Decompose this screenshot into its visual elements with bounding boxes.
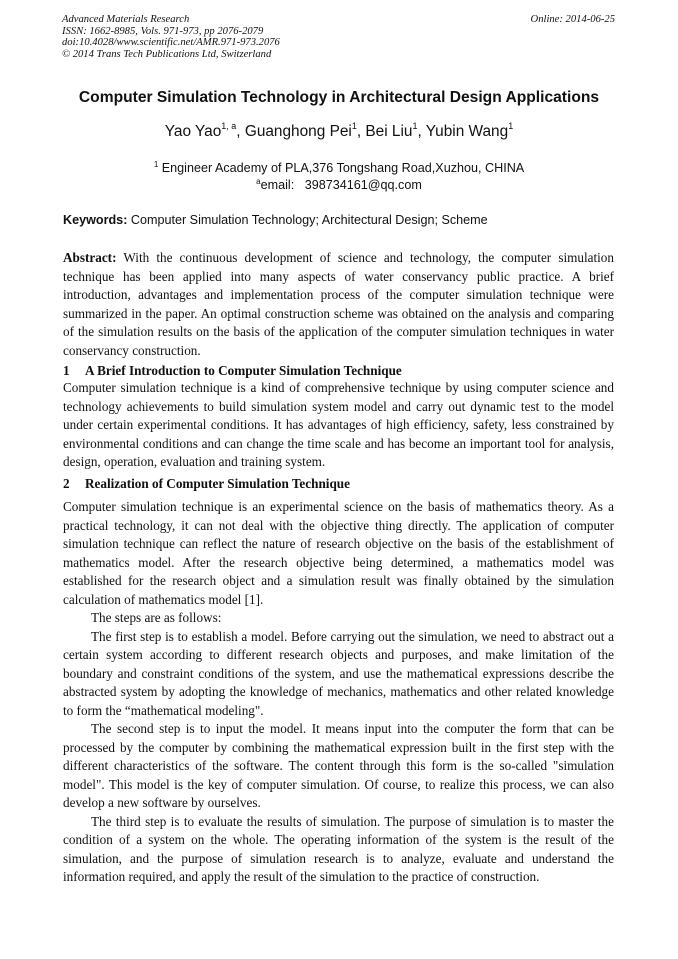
paragraph: The steps are as follows: [91, 610, 222, 625]
abstract-label: Abstract: [63, 250, 117, 265]
keywords-text: Computer Simulation Technology; Architectural Design; Scheme [130, 213, 488, 227]
email-address[interactable]: 398734161@qq.com [304, 178, 422, 192]
section-2-body [63, 498, 614, 887]
author-sup: 1 [508, 121, 514, 131]
author-sup: 1 [412, 121, 418, 131]
paragraph: The first step is to establish a model. Before carrying out the simulation, we need to abstract out a certain system according to different research objects and purposes, and make limitation of the boundary and constraint conditions of the system, and use the mathematical expressions describe the abstracted system by adopting the knowledge of mechanics, mathematics and other related knowledge to form the “mathematical modeling". [63, 628, 614, 718]
author-name: Yao Yao [164, 123, 222, 140]
email-sup: a [256, 177, 261, 186]
affiliation-text: Engineer Academy of PLA,376 Tongshang Road,Xuzhou, CHINA [161, 161, 525, 175]
author-sup: 1 [351, 121, 357, 131]
author-name: Yubin Wang [425, 123, 509, 140]
section-title: A Brief Introduction to Computer Simulation Technique [85, 363, 402, 378]
email-label: email: [260, 178, 295, 192]
section-heading-1 [63, 363, 402, 379]
paragraph: Computer simulation technique is a kind of comprehensive technique by using computer science and technology achievements to build simulation system model and carry out dynamic test to the model under certain experimental conditions. It has advantages of high efficiency, safety, less constrained by environmental conditions and can change the time scale and has become an important tool for analysis, design, operation, evaluation and training system. [63, 380, 614, 469]
author-name: Guanghong Pei [244, 123, 352, 140]
author-sup: 1, a [221, 121, 237, 131]
keywords-label: Keywords: [63, 213, 128, 227]
section-title: Realization of Computer Simulation Technique [85, 476, 350, 491]
affiliation-sup: 1 [153, 160, 159, 169]
abstract-text: With the continuous development of science and technology, the computer simulation technique has been applied into many aspects of water conservancy public practice. A brief introduction, advantages and implementation process of the computer simulation technique were summarized in the paper. An optimal construction scheme was obtained on the analysis and comparing of the simulation results on the basis of the application of the computer simulation techniques in water conservancy construction. [63, 250, 614, 358]
paragraph: The third step is to evaluate the results of simulation. The purpose of simulation is to master the condition of a system on the whole. The operating information of the system is the result of the simulation, and the purpose of simulation research is to analyze, evaluate and understand the information required, and apply the result of the simulation to the practice of construction. [63, 813, 614, 884]
paragraph: The second step is to input the model. It means input into the computer the form that can be processed by the computer by combining the mathematical expression built in the first step with the different characteristics of the software. The content through this form is the so-called "simulation model". This model is the key of computer simulation. Of course, to realize this process, we can also develop a new software by ourselves. [63, 721, 614, 810]
doi-line: doi:10.4028/www.scientific.net/AMR.971-973.2076 [62, 37, 280, 49]
issn-line: ISSN: 1662-8985, Vols. 971-973, pp 2076-2079 [62, 25, 264, 37]
section-number: 1 [63, 363, 70, 378]
online-date: Online: 2014-06-25 [530, 14, 615, 25]
journal-name: Advanced Materials Research [62, 14, 190, 25]
section-heading-2 [63, 476, 350, 492]
author-name: Bei Liu [365, 123, 413, 140]
author-list: Yao Yao$^{1, a}$, Guanghong Pei$^1$, Bei Liu$^1$, Yubin Wang$^1$ [164, 121, 514, 140]
affiliation-block [0, 160, 678, 194]
keywords [63, 213, 488, 227]
paragraph: Computer simulation technique is an experimental science on the basis of mathematics theory. As a practical technology, it can not deal with the objective thing directly. The application of computer simulation technique can reflect the nature of research objective on the basis of the establishment of mathematics model. After the research objective being determined, a mathematics model was established for the research object and a simulation result was finally obtained by the simulation calculation of mathematics model [1]. [63, 499, 614, 607]
copyright-line: © 2014 Trans Tech Publications Ltd, Switzerland [62, 48, 272, 60]
journal-header [62, 14, 280, 60]
abstract [63, 249, 614, 360]
section-number: 2 [63, 476, 70, 491]
paper-title: Computer Simulation Technology in Architectural Design Applications [78, 89, 600, 106]
section-1-body [63, 379, 614, 472]
